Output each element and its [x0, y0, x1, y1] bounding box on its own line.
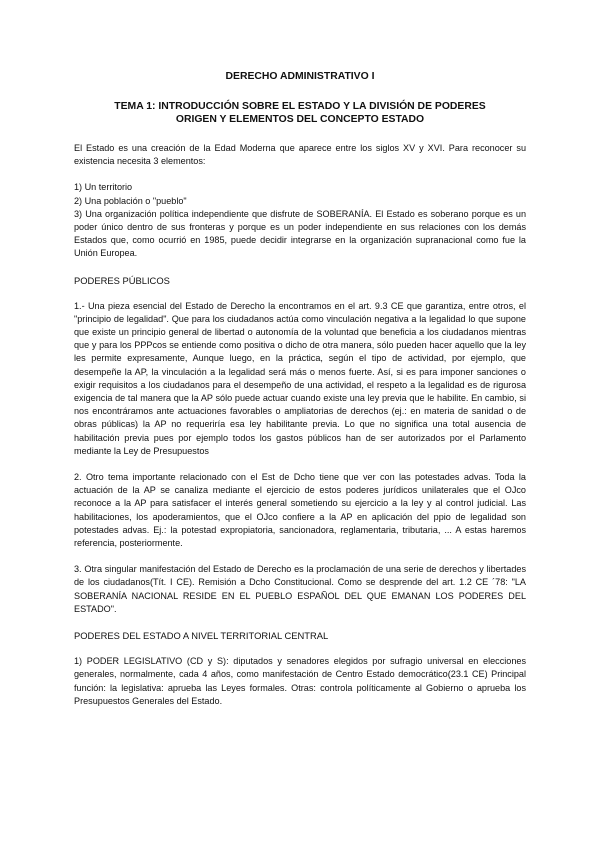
- list-item: 3) Una organización política independiente que disfrute de SOBERANÍA. El Estado es soberano porque es un poder único dentro de sus fronteras y porque es un poder independiente en sus relaciones con los demás Estados que, como ocurrió en 1985, puede decidir integrarse en la organización supranacional como fue la Unión Europea.: [74, 208, 526, 259]
- section-heading-poderes-estado: PODERES DEL ESTADO A NIVEL TERRITORIAL CENTRAL: [74, 630, 329, 642]
- list-item: 1) Un territorio: [74, 182, 133, 193]
- paragraph-potestades: 2. Otro tema importante relacionado con el Est de Dcho tiene que ver con las potestades advas. Toda la actuación de la AP se canaliza mediante el ejercicio de estos poderes jurídicos unilaterales que el OJco reconoce a la AP para satisfacer el interés general sometiendo su ejercicio a la ley y al control judicial. Las habilitaciones, los apoderamientos, que el OJco confiere a la AP en aplicación del ppio de legalidad son potestades advas. Ej.: la potestad expropiatoria, sancionadora, reglamentaria, tributaria, ... A estas haremos referencia, posteriormente.: [74, 472, 526, 549]
- section-heading-poderes-publicos: PODERES PÚBLICOS: [74, 274, 170, 286]
- topic-title-line2: ORIGEN Y ELEMENTOS DEL CONCEPTO ESTADO: [175, 114, 425, 125]
- topic-title-line1: TEMA 1: INTRODUCCIÓN SOBRE EL ESTADO Y LA DIVISIÓN DE PODERES: [114, 101, 486, 112]
- state-elements-list: [74, 181, 526, 260]
- paragraph-derechos: 3. Otra singular manifestación del Estado de Derecho es la proclamación de una serie de derechos y libertades de los ciudadanos(Tít. I CE). Remisión a Dcho Constitucional. Como se desprende del art. 1.2 CE ´78: "LA SOBERANÍA NACIONAL RESIDE EN EL PUEBLO ESPAÑOL DEL QUE EMANAN LOS PODERES DEL ESTADO".: [74, 564, 526, 614]
- list-item: 2) Una población o "pueblo": [74, 195, 187, 206]
- paragraph-poder-legislativo: 1) PODER LEGISLATIVO (CD y S): diputados y senadores elegidos por sufragio universal en elecciones generales, normalmente, cada 4 años, como manifestación de Centro Estado democrático(23.1 CE) Principal función: la legislativa: aprueba las Leyes formales. Otras: controla políticamente al Gobierno o aprueba los Presupuestos Generales del Estado.: [74, 656, 526, 706]
- paragraph-legalidad: 1.- Una pieza esencial del Estado de Derecho la encontramos en el art. 9.3 CE que garantiza, entre otros, el "principio de legalidad". Que para los ciudadanos actúa como vinculación negativa a la legalidad lo que supone que existe un principio general de libertad o autonomía de la voluntad que beneficia a los ciudadanos mientras que y para los PPPcos se entiende como positiva o dicho de otra manera, sólo pueden hacer aquello que la ley les permite expresamente, Aunque luego, en la práctica, según el tipo de actividad, por ejemplo, que desempeñe la AP, la vinculación a la legalidad será más o menos fuerte. Así, si es para imponer sanciones o exigir requisitos a los ciudadanos para el desempeño de una actividad, el respeto a la legalidad es de rigurosa exigencia de tal manera que la AP sólo puede actuar cuando existe una ley previa que le habilite. En cambio, si nos encontráramos ante actuaciones favorables o ampliatorias de derechos (ej.: en materia de sanidad o de obras públicas) la AP no requeriría esa ley habilitante previa. Lo que no significa una total ausencia de habilitación previa pues por ejemplo todos los gastos públicos han de ser autorizados por el Parlamento mediante la Ley de Presupuestos: [74, 300, 526, 456]
- course-title: DERECHO ADMINISTRATIVO I: [225, 71, 375, 82]
- intro-paragraph: El Estado es una creación de la Edad Moderna que aparece entre los siglos XV y XVI. Para reconocer su existencia necesita 3 elementos:: [74, 143, 526, 167]
